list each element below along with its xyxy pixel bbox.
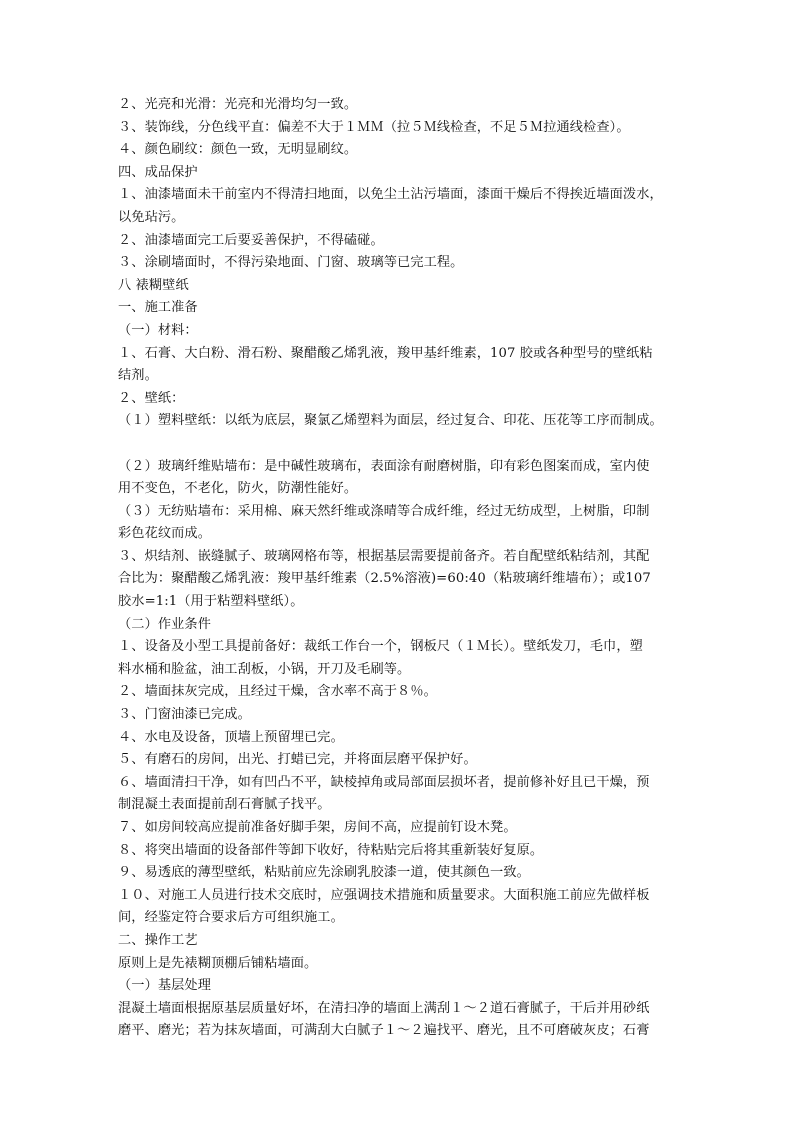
text-line: ３、炽结剂、嵌缝腻子、玻璃网格布等，根据基层需要提前备齐。若自配壁纸粘结剂，其配	[118, 548, 650, 564]
subsection-heading: （一）基层处理	[118, 978, 212, 994]
text-line: （２）玻璃纤维贴墙布：是中碱性玻璃布，表面涂有耐磨树脂，印有彩色图案而成，室内使	[118, 458, 650, 474]
text-line: 料水桶和脸盆，油工刮板，小锅，开刀及毛刷等。	[118, 661, 411, 677]
text-line: 彩色花纹而成。	[118, 526, 212, 542]
text-line: 以免玷污。	[118, 209, 185, 225]
text-line: １、石膏、大白粉、滑石粉、聚醋酸乙烯乳液，羧甲基纤维素，107 胶或各种型号的壁纸粘	[118, 345, 653, 361]
text-line: ９、易透底的薄型壁纸，粘贴前应先涂刷乳胶漆一道，使其颜色一致。	[118, 865, 530, 881]
text-line: （３）无纺贴墙布：采用棉、麻天然纤维或涤晴等合成纤维，经过无纺成型，上树脂，印制	[118, 503, 650, 519]
text-line: ２、油漆墙面完工后要妥善保护，不得磕碰。	[118, 232, 384, 248]
text-line: ２、光亮和光滑：光亮和光滑均匀一致。	[118, 97, 358, 112]
section-heading: 四、成品保护	[118, 164, 198, 180]
text-line: 磨平、磨光；若为抹灰墙面，可满刮大白腻子１～２遍找平、磨光，且不可磨破灰皮；石膏	[118, 1023, 650, 1039]
text-line: 用不变色，不老化，防火，防潮性能好。	[118, 481, 358, 497]
subsection-heading: （一）材料：	[118, 322, 198, 338]
text-line: １、设备及小型工具提前备好：裁纸工作台一个，钢板尺（１Ｍ长）。壁纸发刀，毛巾，塑	[118, 639, 643, 655]
text-line: 原则上是先裱糊顶棚后铺粘墙面。	[118, 955, 318, 971]
chapter-heading: 八 裱糊壁纸	[118, 277, 189, 293]
document-page	[118, 94, 684, 1043]
section-heading: 二、操作工艺	[118, 932, 198, 948]
text-line: １、油漆墙面未干前室内不得清扫地面，以免尘土沾污墙面，漆面干燥后不得挨近墙面泼水，	[118, 187, 663, 203]
text-line: １０、对施工人员进行技术交底时，应强调技术措施和质量要求。大面积施工前应先做样板	[118, 887, 650, 903]
subsection-heading: （二）作业条件	[118, 616, 212, 632]
text-line: 间，经鉴定符合要求后方可组织施工。	[118, 910, 344, 926]
text-line: 胶水=1:1（用于粘塑料壁纸）。	[118, 594, 304, 610]
text-line: 合比为：聚醋酸乙烯乳液：羧甲基纤维素（2.5%溶液)=60:40（粘玻璃纤维墙布）；或107	[118, 571, 651, 587]
text-line: ６、墙面清扫干净，如有凹凸不平，缺棱掉角或局部面层损坏者，提前修补好且已干燥，预	[118, 774, 650, 790]
text-line: ３、涂刷墙面时，不得污染地面、门窗、玻璃等已完工程。	[118, 255, 464, 271]
text-line: ２、墙面抹灰完成，且经过干燥，含水率不高于８％。	[118, 684, 437, 700]
text-line: ７、如房间较高应提前准备好脚手架，房间不高，应提前钉设木凳。	[118, 820, 517, 835]
text-line: 结剂。	[118, 368, 158, 384]
text-line: ２、壁纸：	[118, 390, 185, 406]
text-line: 混凝土墙面根据原基层质量好坏，在清扫净的墙面上满刮１～２道石膏腻子，干后并用砂纸	[118, 1000, 650, 1016]
blank-line	[118, 433, 684, 456]
text-line: ４、水电及设备，顶墙上预留埋已完。	[118, 729, 344, 745]
text-line: ８、将突出墙面的设备部件等卸下收好，待粘贴完后将其重新装好复原。	[118, 842, 544, 858]
section-heading: 一、施工准备	[118, 300, 198, 316]
text-line: ３、门窗油漆已完成。	[118, 707, 251, 723]
text-line: ４、颜色刷纹：颜色一致，无明显刷纹。	[118, 142, 358, 158]
text-line: ５、有磨石的房间，出光、打蜡已完，并将面层磨平保护好。	[118, 752, 477, 768]
text-line: （１）塑料壁纸：以纸为底层，聚氯乙烯塑料为面层，经过复合、印花、压花等工序而制成。	[118, 413, 663, 429]
text-line: 制混凝土表面提前刮石膏腻子找平。	[118, 797, 331, 813]
text-line: ３、装饰线，分色线平直：偏差不大于１ＭＭ（拉５Ｍ线检查，不足５Ｍ拉通线检查）。	[118, 119, 630, 135]
